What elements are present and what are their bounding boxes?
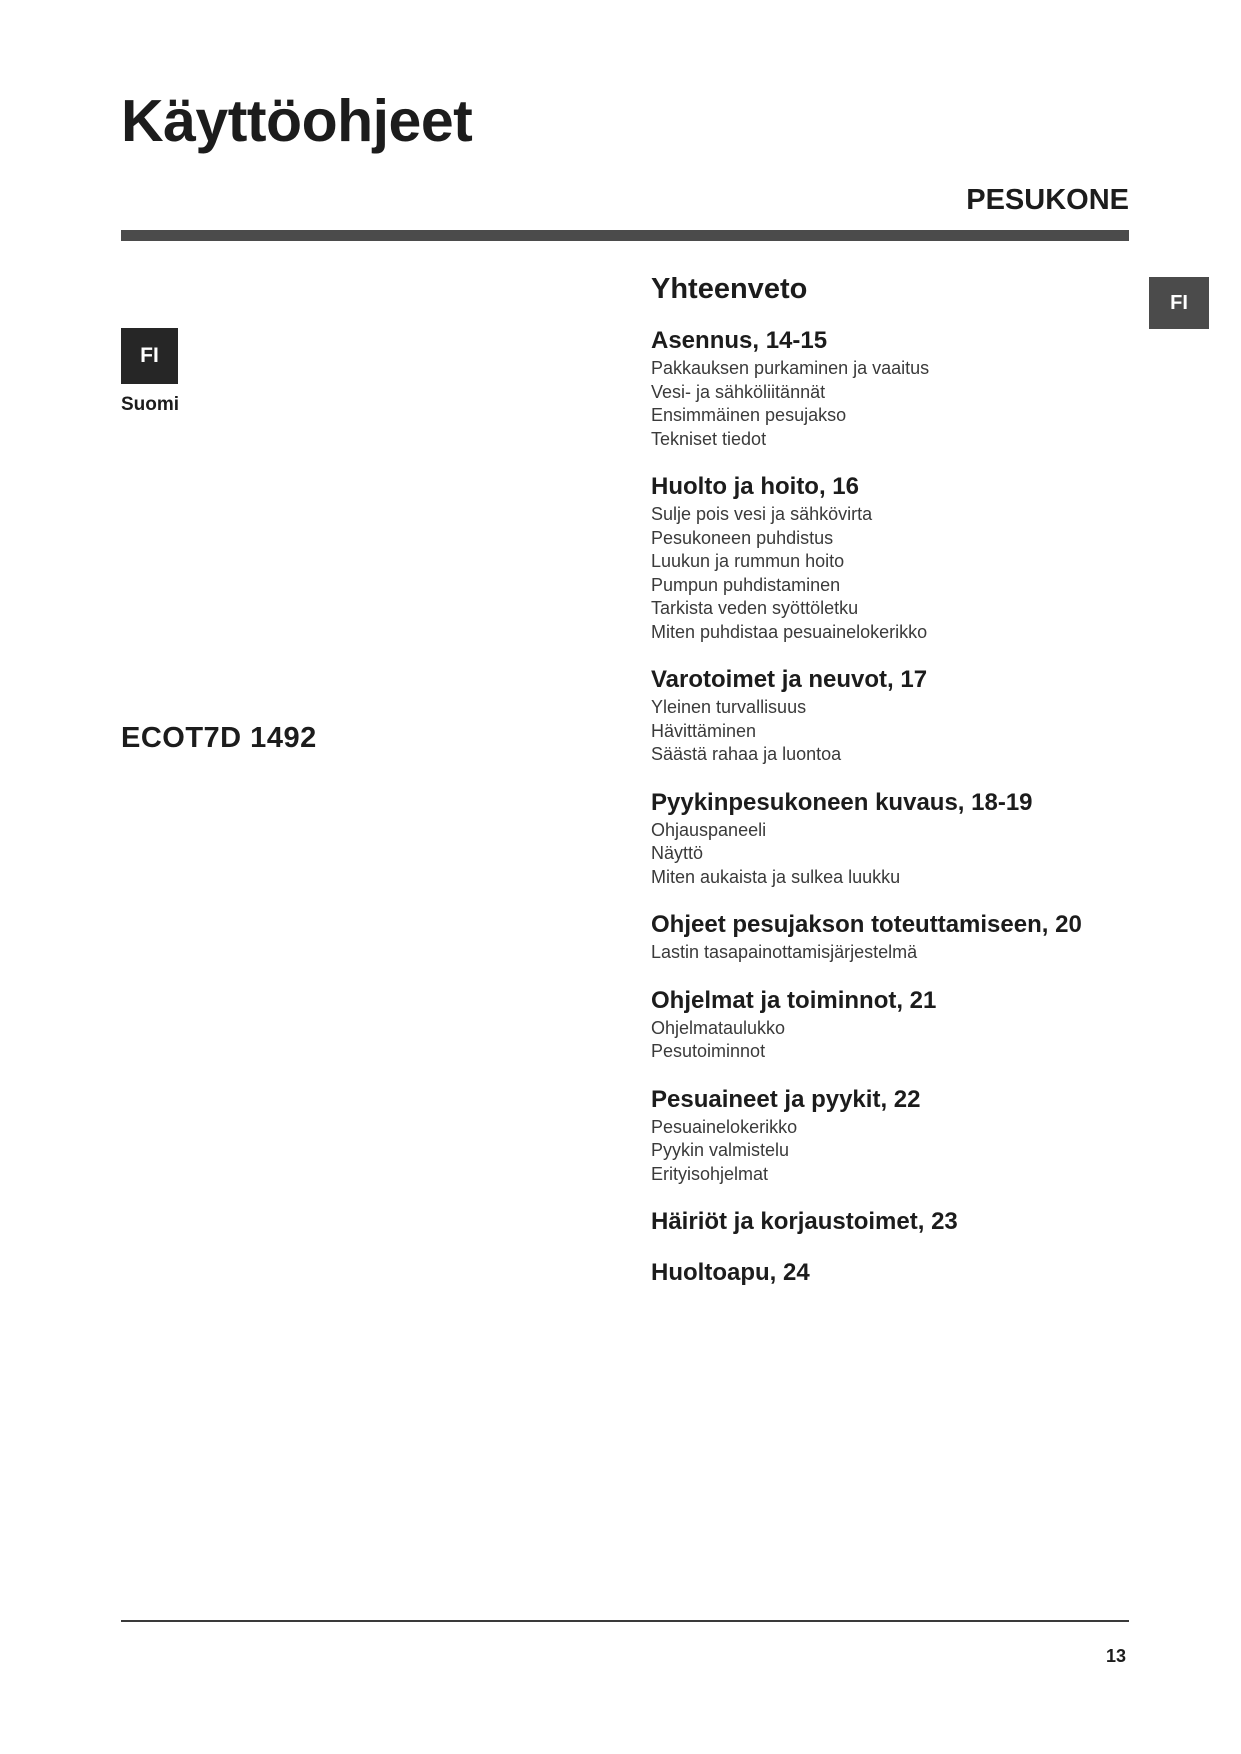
toc-item: Tarkista veden syöttöletku	[651, 598, 859, 618]
toc-section-heading: Huoltoapu, 24	[651, 1259, 810, 1286]
toc-item: Vesi- ja sähköliitännät	[651, 381, 826, 402]
toc-section-heading: Ohjelmat ja toiminnot, 21	[651, 986, 937, 1014]
toc-item: Säästä rahaa ja luontoa	[651, 744, 842, 764]
toc-item: Pesukoneen puhdistus	[651, 527, 834, 548]
page-title: Käyttöohjeet	[121, 88, 473, 154]
toc-section	[651, 665, 1121, 767]
toc-item: Ensimmäinen pesujakso	[651, 405, 847, 425]
toc-item: Pyykin valmistelu	[651, 1140, 790, 1160]
toc-item: Pesuainelokerikko	[651, 1116, 798, 1137]
language-badge: FI	[121, 328, 178, 384]
toc-section-heading: Pesuaineet ja pyykit, 22	[651, 1085, 921, 1113]
toc-section	[651, 788, 1121, 890]
toc-section	[651, 910, 1121, 965]
toc-item: Näyttö	[651, 843, 704, 863]
toc-item: Tekniset tiedot	[651, 428, 767, 449]
toc-section	[651, 326, 1121, 451]
toc-section	[651, 472, 1121, 644]
toc-section	[651, 1258, 1121, 1288]
toc-item: Ohjelmataulukko	[651, 1017, 786, 1038]
footer-divider	[121, 1620, 1129, 1622]
toc-section-heading: Ohjeet pesujakson toteuttamiseen, 20	[651, 911, 1082, 938]
toc-item: Pakkauksen purkaminen ja vaaitus	[651, 358, 930, 378]
toc-item: Lastin tasapainottamisjärjestelmä	[651, 942, 918, 962]
toc-item: Ohjauspaneeli	[651, 819, 767, 840]
toc-section-heading: Pyykinpesukoneen kuvaus, 18-19	[651, 788, 1033, 816]
toc-item: Pumpun puhdistaminen	[651, 574, 841, 595]
toc-item: Hävittäminen	[651, 720, 757, 741]
toc-item: Sulje pois vesi ja sähkövirta	[651, 504, 873, 524]
toc-item: Luukun ja rummun hoito	[651, 551, 845, 571]
page-number: 13	[1105, 1646, 1126, 1666]
product-type-label: PESUKONE	[966, 184, 1129, 216]
language-side-tab: FI	[1149, 277, 1209, 329]
toc-section-heading: Asennus, 14-15	[651, 327, 828, 354]
language-name: Suomi	[121, 394, 180, 415]
toc-section	[651, 1207, 1121, 1237]
toc-item: Pesutoiminnot	[651, 1041, 766, 1061]
toc-title: Yhteenveto	[651, 273, 808, 305]
toc-section-heading: Häiriöt ja korjaustoimet, 23	[651, 1208, 958, 1235]
model-number: ECOT7D 1492	[121, 722, 317, 754]
toc-section	[651, 986, 1121, 1064]
table-of-contents	[651, 272, 1121, 1309]
toc-sections	[651, 326, 1121, 1288]
toc-item: Miten puhdistaa pesuainelokerikko	[651, 621, 928, 642]
toc-item: Erityisohjelmat	[651, 1163, 769, 1184]
toc-section-heading: Huolto ja hoito, 16	[651, 473, 859, 500]
toc-section	[651, 1085, 1121, 1187]
toc-item: Yleinen turvallisuus	[651, 697, 807, 717]
toc-item: Miten aukaista ja sulkea luukku	[651, 866, 901, 887]
header-divider	[121, 230, 1129, 241]
toc-section-heading: Varotoimet ja neuvot, 17	[651, 666, 928, 693]
